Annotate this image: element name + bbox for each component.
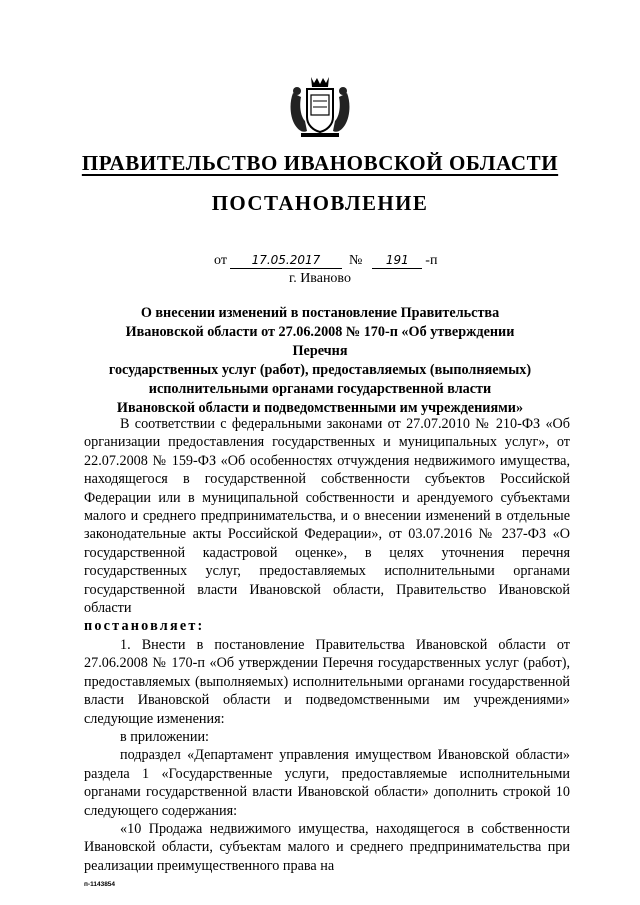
heading-line: Ивановской области и подведомственными им учреждениями»: [116, 400, 524, 416]
row-10-paragraph: «10 Продажа недвижимого имущества, находящегося в собственности Ивановской области, субъектам малого и среднего предпринимательства при реализации преимущественного права на: [84, 820, 570, 874]
date-prefix: от: [214, 253, 227, 268]
heading-line: исполнительными органами государственной власти: [148, 381, 492, 397]
document-body: [84, 415, 570, 875]
heading-line: государственных услуг (работ), предоставляемых (выполняемых): [108, 362, 532, 378]
decree-word: постановляет:: [84, 618, 205, 635]
government-name: ПРАВИТЕЛЬСТВО ИВАНОВСКОЙ ОБЛАСТИ: [81, 151, 559, 175]
heading-line: О внесении изменений в постановление Правительства: [140, 305, 500, 321]
document-type: ПОСТАНОВЛЕНИЕ: [211, 191, 429, 215]
number-value: 191: [372, 253, 422, 269]
document-heading: [100, 304, 540, 418]
item-1-paragraph: 1. Внести в постановление Правительства Ивановской области от 27.06.2008 № 170-п «Об утверждении Перечня государственных услуг (работ), предоставляемых (выполняемых) исполнительными органами государственной власти Ивановской области и подведомственными им учреждениями» следующие изменения:: [84, 636, 570, 727]
city: г. Иваново: [289, 271, 351, 286]
number-suffix: -п: [425, 253, 438, 268]
subsection-paragraph: подраздел «Департамент управления имуществом Ивановской области» раздела 1 «Государственные услуги, предоставляемые исполнительными органами государственной власти Ивановской области» дополнить строкой 10 следующего содержания:: [84, 747, 570, 819]
number-sign: №: [348, 253, 363, 268]
heading-line: Ивановской области от 27.06.2008 № 170-п «Об утверждении Перечня: [125, 324, 515, 359]
coat-of-arms-icon: [287, 73, 353, 141]
decree-paragraph: [84, 617, 570, 635]
preamble-paragraph: В соответствии с федеральными законами от 27.07.2010 № 210-ФЗ «Об организации предоставления государственных и муниципальных услуг», от 22.07.2008 № 159-ФЗ «Об особенностях отчуждения недвижимого имущества, находящегося в государственной собственности субъектов Российской Федерации или в муниципальной собственности и арендуемого субъектами малого и среднего предпринимательства, и о внесении изменений в отдельные законодательные акты Российской Федерации», от 03.07.2016 № 237-ФЗ «О государственной кадастровой оценке», в целях уточнения перечня государственных услуг, предоставляемых исполнительными органами государственной власти Ивановской области, Правительство Ивановской области: [84, 416, 570, 617]
appendix-paragraph: в приложении:: [120, 728, 209, 745]
date-value: 17.05.2017: [230, 253, 342, 269]
document-code: п-1143854: [84, 881, 116, 888]
date-number-line: [214, 249, 437, 269]
